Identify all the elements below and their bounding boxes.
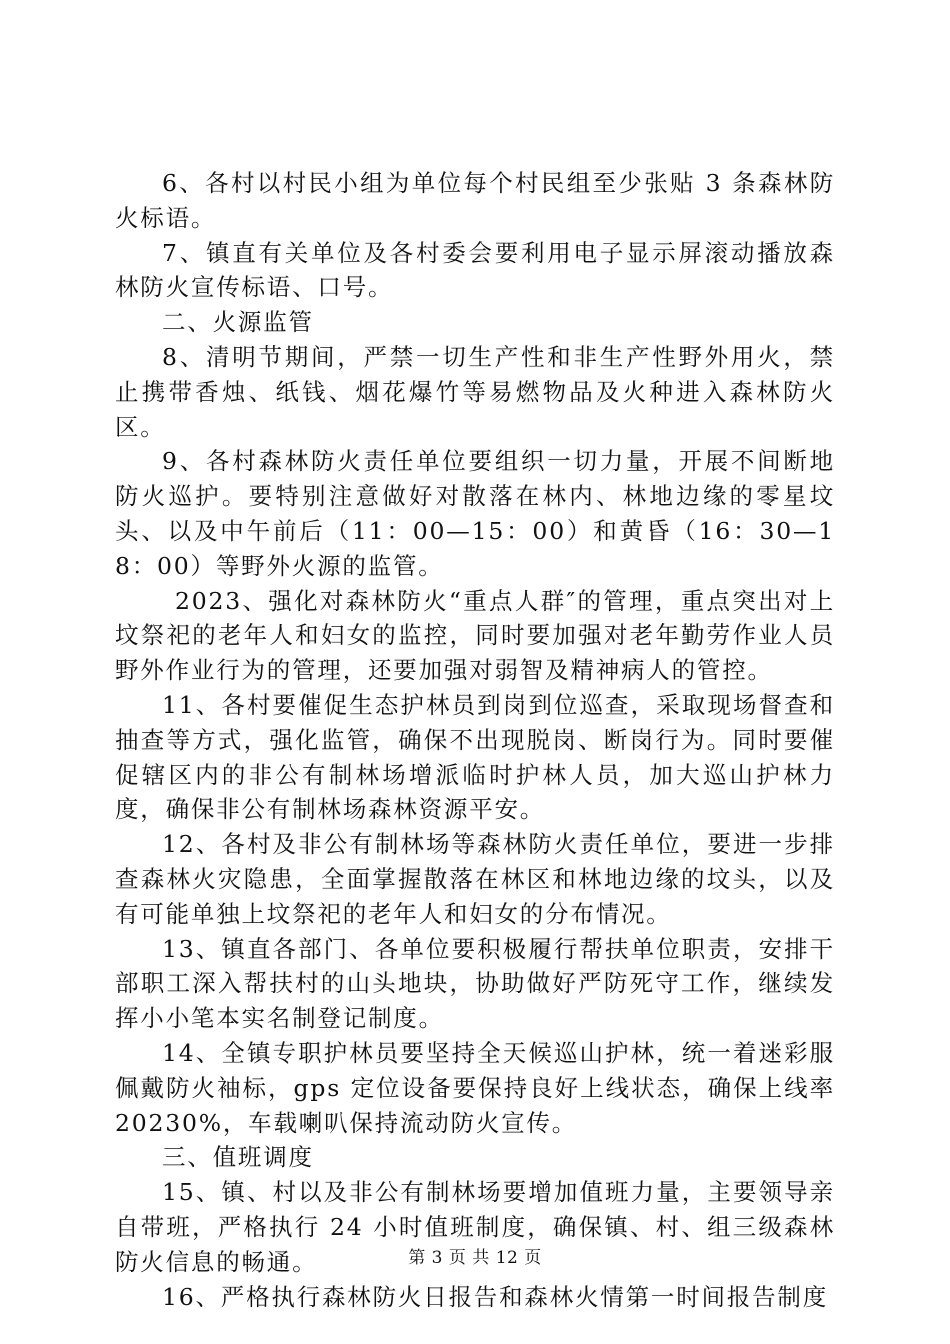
paragraph-9: 9、各村森林防火责任单位要组织一切力量，开展不间断地防火巡护。要特别注意做好对散落在林内、林地边缘的零星坟头、以及中午前后（11：00—15：00）和黄昏（16：30—18：00）等野外火源的监管。	[115, 447, 835, 580]
page-footer: 第 3 页 共 12 页	[408, 1248, 542, 1268]
paragraph-10: 2023、强化对森林防火“重点人群″的管理，重点突出对上坟祭祀的老年人和妇女的监控，同时要加强对老年勤劳作业人员野外作业行为的管理，还要加强对弱智及精神病人的管控。	[115, 586, 835, 685]
paragraph-15: 15、镇、村以及非公有制林场要增加值班力量，主要领导亲自带班，严格执行 24 小时值班制度，确保镇、村、组三级森林防火信息的畅通。	[115, 1178, 835, 1276]
document-body	[115, 166, 835, 1314]
section-heading-duty: 三、值班调度	[162, 1143, 314, 1172]
paragraph-12: 12、各村及非公有制林场等森林防火责任单位，要进一步排查森林火灾隐患，全面掌握散落在林区和林地边缘的坟头，以及有可能单独上坟祭祀的老年人和妇女的分布情况。	[115, 830, 835, 928]
paragraph-6: 6、各村以村民小组为单位每个村民组至少张贴 3 条森林防火标语。	[115, 169, 835, 232]
paragraph-7: 7、镇直有关单位及各村委会要利用电子显示屏滚动播放森林防火宣传标语、口号。	[115, 238, 835, 302]
paragraph-14: 14、全镇专职护林员要坚持全天候巡山护林，统一着迷彩服佩戴防火袖标，gps 定位设备要保持良好上线状态，确保上线率 20230%，车载喇叭保持流动防火宣传。	[115, 1038, 835, 1137]
paragraph-16: 16、严格执行森林防火日报告和森林火情第一时间报告制度	[162, 1282, 829, 1311]
paragraph-8: 8、清明节期间，严禁一切生产性和非生产性野外用火，禁止携带香烛、纸钱、烟花爆竹等易燃物品及火种进入森林防火区。	[115, 342, 835, 441]
paragraph-13: 13、镇直各部门、各单位要积极履行帮扶单位职责，安排干部职工深入帮扶村的山头地块，协助做好严防死守工作，继续发挥小小笔本实名制登记制度。	[115, 934, 835, 1033]
section-heading-fire-source: 二、火源监管	[162, 308, 314, 337]
paragraph-11: 11、各村要催促生态护林员到岗到位巡查，采取现场督查和抽查等方式，强化监管，确保不出现脱岗、断岗行为。同时要催促辖区内的非公有制林场增派临时护林人员，加大巡山护林力度，确保非公有制林场森林资源平安。	[115, 690, 835, 824]
